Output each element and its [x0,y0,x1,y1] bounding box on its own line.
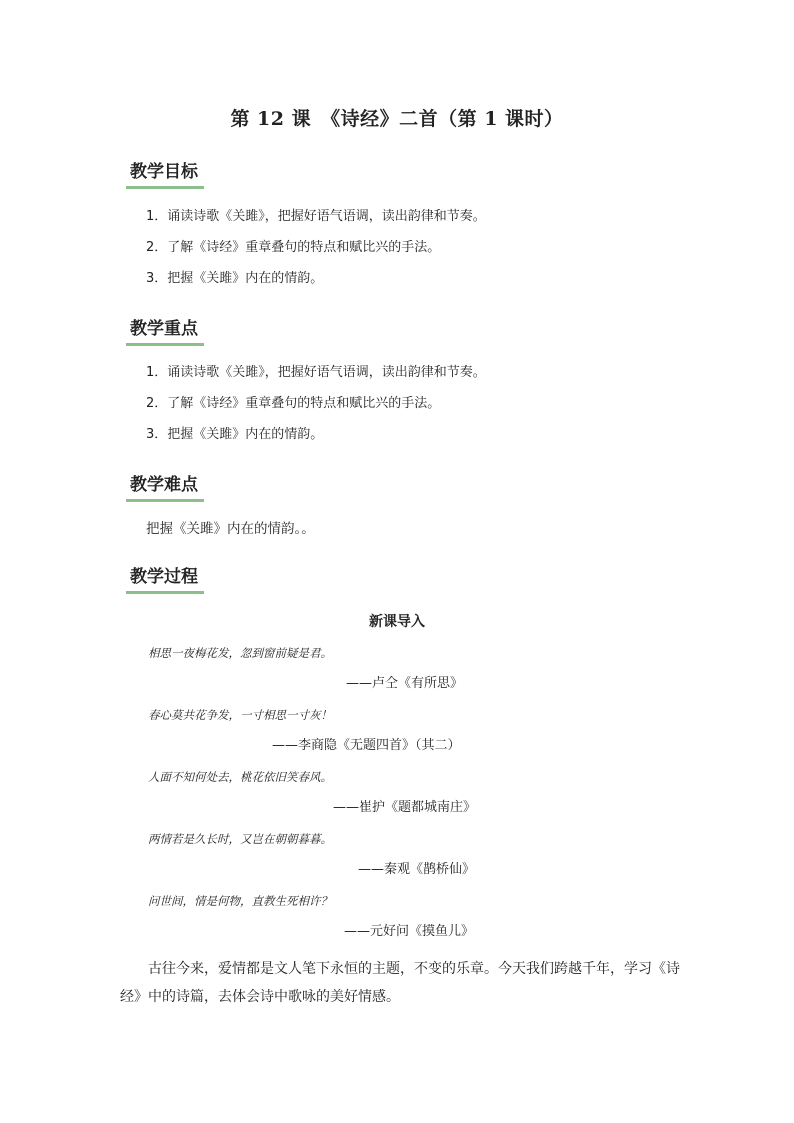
intro-paragraph: 古往今来，爱情都是文人笔下永恒的主题，不变的乐章。今天我们跨越千年，学习《诗经》中的诗篇，去体会诗中歌咏的美好情感。 [120,961,680,1005]
poem-attribution-4: ——秦观《鹊桥仙》 [358,862,476,877]
section-heading-difficulties: 教学难点 [126,474,204,502]
poem-line-1: 相思一夜梅花发，忽到窗前疑是君。 [148,646,332,660]
poem-line-2: 春心莫共花争发，一寸相思一寸灰！ [148,708,332,722]
poem-attribution-2: ——李商隐《无题四首》（其二） [272,738,461,753]
section-heading-key-points: 教学重点 [126,318,204,346]
key-point-item-1: 1．诵读诗歌《关雎》，把握好语气语调，读出韵律和节奏。 [146,365,486,380]
objective-item-3: 3．把握《关雎》内在的情韵。 [146,271,324,286]
objective-item-1: 1．诵读诗歌《关雎》，把握好语气语调，读出韵律和节奏。 [146,209,486,224]
lesson-title: 第 12 课 《诗经》二首（第 1 课时） [230,108,564,130]
poem-attribution-1: ——卢仝《有所思》 [346,676,464,691]
poem-line-5: 问世间，情是何物，直教生死相许？ [148,894,332,908]
key-point-item-2: 2．了解《诗经》重章叠句的特点和赋比兴的手法。 [146,396,441,411]
poem-line-3: 人面不知何处去，桃花依旧笑春风。 [148,770,332,784]
poem-attribution-3: ——崔护《题都城南庄》 [333,800,477,815]
key-point-item-3: 3．把握《关雎》内在的情韵。 [146,427,324,442]
section-heading-process: 教学过程 [126,566,204,594]
section-heading-objectives: 教学目标 [126,161,204,189]
subheading-new-lesson-intro: 新课导入 [369,614,425,630]
poem-attribution-5: ——元好问《摸鱼儿》 [344,924,475,939]
difficulty-text: 把握《关雎》内在的情韵。。 [146,521,315,537]
objective-item-2: 2．了解《诗经》重章叠句的特点和赋比兴的手法。 [146,240,441,255]
poem-line-4: 两情若是久长时，又岂在朝朝暮暮。 [148,832,332,846]
